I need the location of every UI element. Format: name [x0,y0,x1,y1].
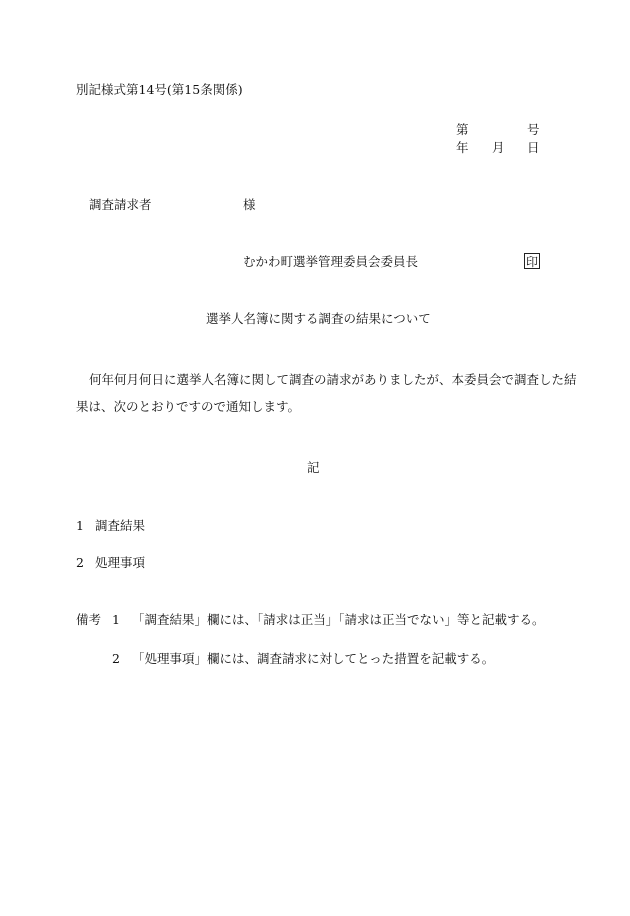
form-label: 別記様式第14号(第15条関係) [76,82,243,97]
sender-name: むかわ町選挙管理委員会委員長 [243,254,419,269]
addressee-honorific: 様 [243,197,256,212]
note-1-text: 「調査結果」欄には、「請求は正当」「請求は正当でない」等と記載する。 [132,612,545,627]
body-line-2: 果は、次のとおりですので通知します。 [76,399,301,414]
item-1-number: 1 [76,518,84,533]
body-line-1: 何年何月何日に選挙人名簿に関して調査の請求がありましたが、本委員会で調査した結 [89,372,577,387]
document-title: 選挙人名簿に関する調査の結果について [206,311,431,326]
item-2-label: 処理事項 [95,555,146,570]
doc-number-suffix: 号 [527,122,540,137]
date-year: 年 [456,140,469,155]
notes-label: 備考 [76,612,102,627]
addressee-label: 調査請求者 [89,197,152,212]
date-day: 日 [527,140,540,155]
ki-heading: 記 [307,460,320,475]
item-1-label: 調査結果 [95,518,146,533]
date-month: 月 [492,140,505,155]
note-1-number: 1 [112,612,120,627]
doc-number-prefix: 第 [456,122,469,137]
item-2-number: 2 [76,555,84,570]
note-2-text: 「処理事項」欄には、調査請求に対してとった措置を記載する。 [132,651,495,666]
seal-mark: 印 [525,255,538,269]
note-2-number: 2 [112,651,120,666]
